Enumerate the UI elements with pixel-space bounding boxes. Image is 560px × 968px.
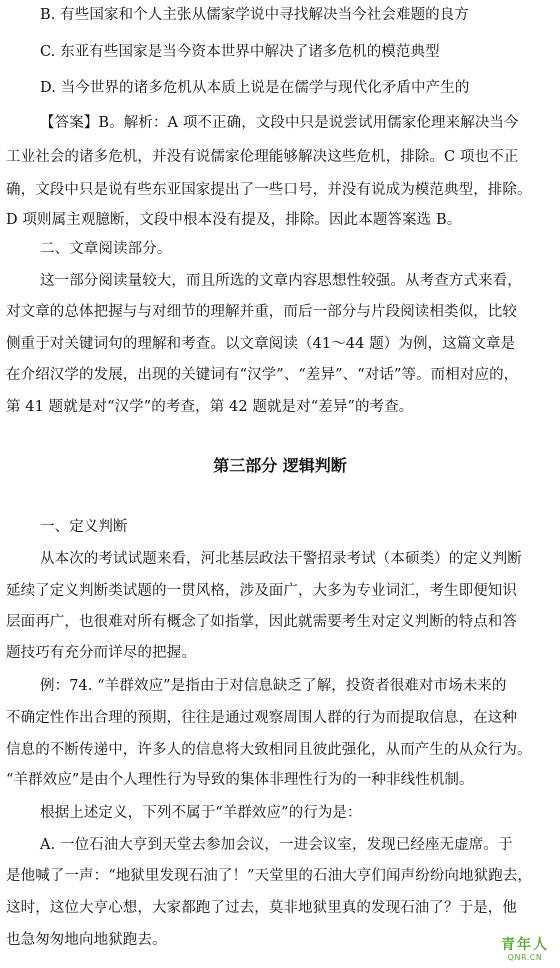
option-a-line-2: 是他喊了一声：“地狱里发现石油了！”天堂里的石油大亨们闻声纷纷向地狱跑去，: [6, 868, 533, 884]
definition-para-line-1: 从本次的考试试题来看，河北基层政法干警招录考试（本硕类）的定义判断: [40, 551, 522, 567]
option-a-line-1: A. 一位石油大亨到天堂去参加会议，一进会议室，发现已经座无虚席。于: [40, 837, 513, 853]
answer-line-2: 工业社会的诸多危机，并没有说儒家伦理能够解决这些危机，排除。C 项也不正: [6, 149, 519, 165]
option-a-line-3: 这时，这位大亨心想，大家都跑了过去，莫非地狱里真的发现石油了？于是，他: [6, 900, 517, 916]
watermark-text: 青年人: [501, 937, 549, 953]
answer-line-3: 确，文段中只是说有些东亚国家提出了一些口号，并没有说成为模范典型，排除。: [6, 182, 532, 198]
answer-line-4: D 项则属主观臆断，文段中根本没有提及，排除。因此本题答案选 B。: [6, 212, 462, 228]
subheading-reading: 二、文章阅读部分。: [40, 241, 172, 257]
option-a-line-4: 也急匆匆地向地狱跑去。: [6, 932, 167, 948]
reading-para-line-5: 第 41 题就是对“汉学”的考查，第 42 题就是对“差异”的考查。: [6, 399, 414, 415]
example-line-1: 例：74. “羊群效应”是指由于对信息缺乏了解，投资者很难对市场未来的: [40, 678, 507, 694]
example-line-4: “羊群效应”是由个人理性行为导致的集体非理性行为的一种非线性机制。: [6, 772, 474, 788]
definition-para-line-3: 层面再广，也很难对所有概念了如指掌，因此就需要考生对定义判断的特点和答: [6, 614, 517, 630]
reading-para-line-2: 对文章的总体把握与与对细节的理解并重，而后一部分与片段阅读相类似，比较: [6, 304, 517, 320]
watermark-logo: [498, 937, 552, 962]
definition-para-line-4: 题技巧有充分而详尽的把握。: [6, 645, 196, 661]
answer-line-1: 【答案】B。解析：A 项不正确，文段中只是说尝试用儒家伦理来解决当今: [40, 115, 519, 131]
example-line-3: 信息的不断传递中，许多人的信息将大致相同且彼此强化，从而产生的从众行为。: [6, 742, 532, 758]
option-b: B. 有些国家和个人主张从儒家学说中寻找解决当今社会难题的良方: [40, 7, 469, 23]
option-c: C. 东亚有些国家是当今资本世界中解决了诸多危机的模范典型: [40, 44, 440, 60]
example-line-2: 不确定性作出合理的预期，往往是通过观察周围人群的行为而提取信息，在这种: [6, 710, 517, 726]
question-stem: 根据上述定义，下列不属于“羊群效应”的行为是：: [40, 805, 362, 821]
option-d: D. 当今世界的诸多危机从本质上说是在儒学与现代化矛盾中产生的: [40, 80, 470, 96]
section-title: 第三部分 逻辑判断: [213, 456, 347, 475]
definition-para-line-2: 延续了定义判断类试题的一贯风格，涉及面广，大多为专业词汇，考生即便知识: [6, 583, 517, 599]
reading-para-line-1: 这一部分阅读量较大，而且所选的文章内容思想性较强。从考查方式来看，: [40, 273, 522, 289]
subheading-definition: 一、定义判断: [40, 519, 128, 535]
watermark-domain: QNR.CN: [507, 953, 543, 962]
reading-para-line-4: 在介绍汉学的发展，出现的关键词有“汉学”、“差异”、“对话”等。而相对应的，: [6, 367, 519, 383]
reading-para-line-3: 侧重于对关键词句的理解和考查。以文章阅读（41～44 题）为例，这篇文章是: [6, 336, 516, 352]
